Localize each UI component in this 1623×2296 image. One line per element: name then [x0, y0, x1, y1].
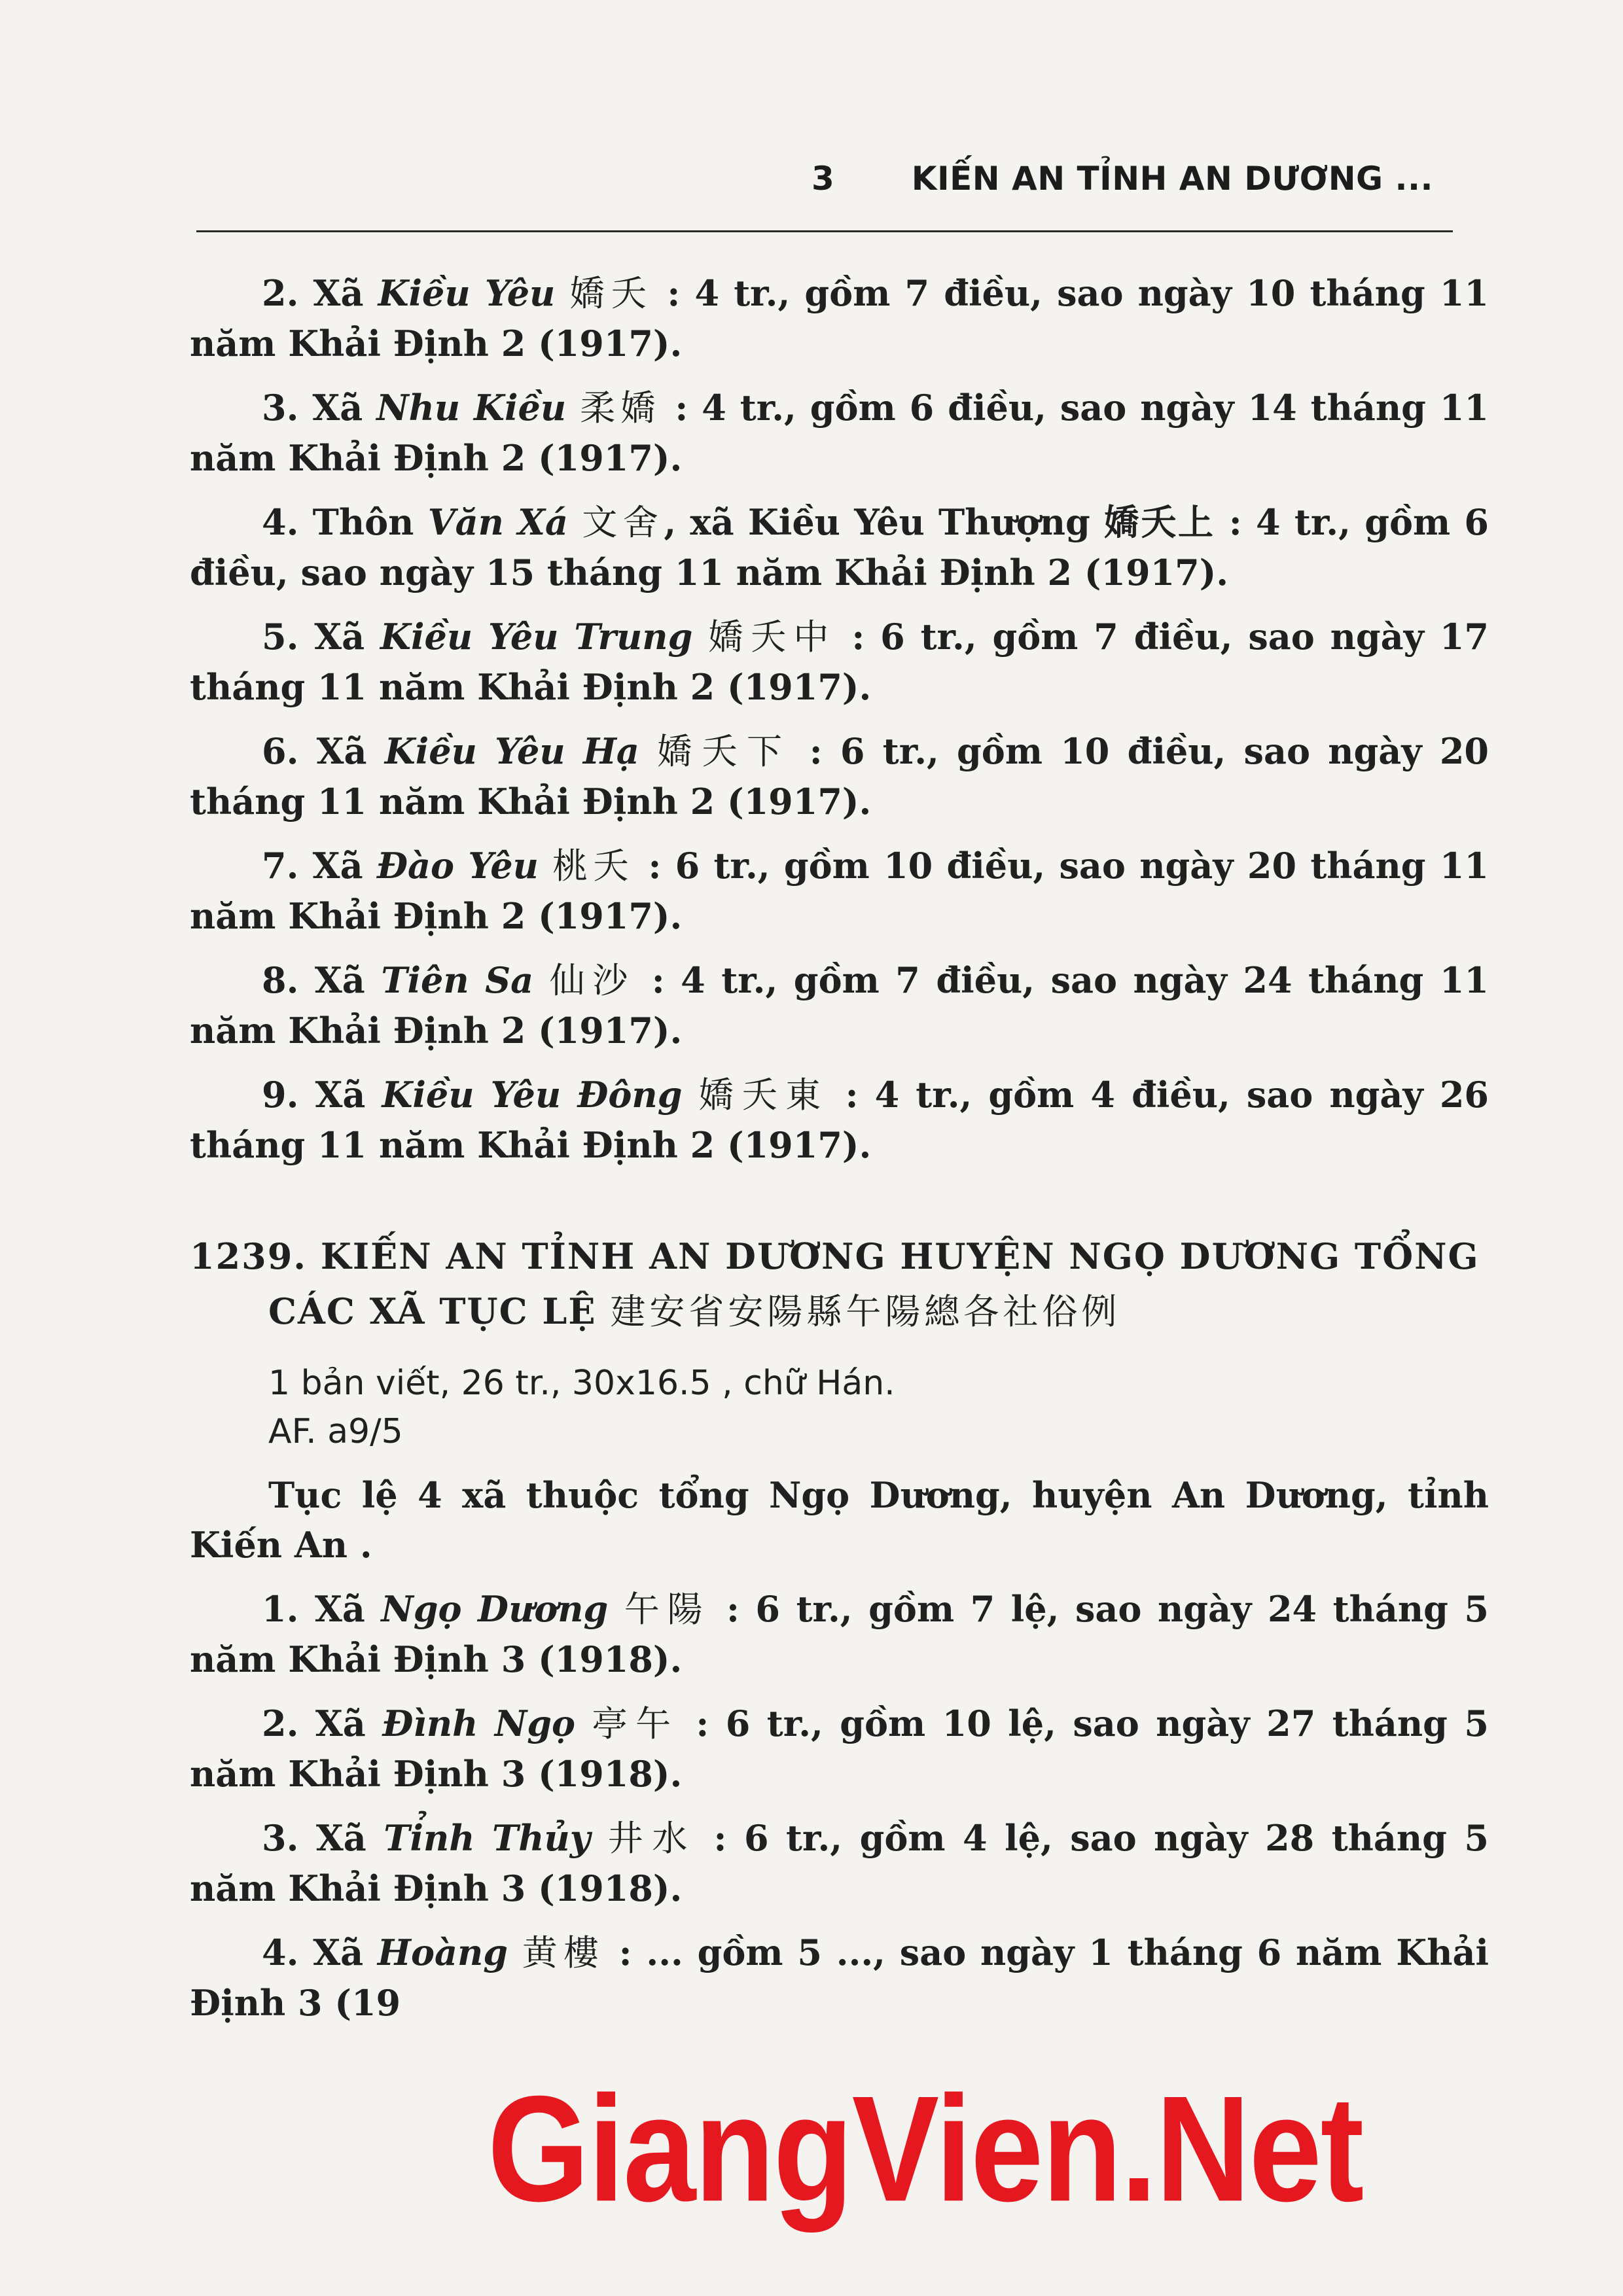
entry-physical-description: 1 bản viết, 26 tr., 30x16.5 , chữ Hán. [268, 1364, 895, 1403]
list-item: 5. Xã Kiều Yêu Trung 嬌夭中 : 6 tr., gồm 7 điều, sao ngày 17 tháng 11 năm Khải Định 2 (1917). [190, 616, 1489, 708]
running-head: KIẾN AN TỈNH AN DƯƠNG ... [911, 160, 1433, 198]
entry-title-han: 建安省安陽縣午陽總各社俗例 [610, 1291, 1121, 1332]
page-header [196, 150, 1453, 222]
list-item: 4. Xã Hoàng 黄樓 : ... gồm 5 ..., sao ngày 1 tháng 6 năm Khải Định 3 (19 [190, 1932, 1489, 2024]
list-item: 7. Xã Đào Yêu 桃夭 : 6 tr., gồm 10 điều, sao ngày 20 tháng 11 năm Khải Định 2 (1917). [190, 845, 1489, 937]
list-item: 9. Xã Kiều Yêu Đông 嬌夭東 : 4 tr., gồm 4 điều, sao ngày 26 tháng 11 năm Khải Định 2 (1917). [190, 1074, 1489, 1166]
entry-description: Tục lệ 4 xã thuộc tổng Ngọ Dương, huyện An Dương, tỉnh Kiến An . [190, 1474, 1489, 1566]
list-item: 3. Xã Tỉnh Thủy 井水 : 6 tr., gồm 4 lệ, sao ngày 28 tháng 5 năm Khải Định 3 (1918). [190, 1817, 1489, 1909]
list-item: 4. Thôn Văn Xá 文舍, xã Kiều Yêu Thượng 嬌夭上 : 4 tr., gồm 6 điều, sao ngày 15 tháng 11 năm Khải Định 2 (1917). [190, 501, 1489, 593]
list-item: 1. Xã Ngọ Dương 午陽 : 6 tr., gồm 7 lệ, sao ngày 24 tháng 5 năm Khải Định 3 (1918). [190, 1588, 1489, 1680]
page-body [190, 268, 1489, 2042]
header-rule [196, 230, 1453, 232]
watermark-logo: GiangVien.Net [488, 2065, 1363, 2233]
entry-title: KIẾN AN TỈNH AN DƯƠNG HUYỆN NGỌ DƯƠNG TỔNG CÁC XÃ TỤC LỆ [268, 1235, 1480, 1332]
page-number: 3 [812, 160, 834, 198]
entry-call-number: AF. a9/5 [268, 1412, 403, 1451]
list-item: 8. Xã Tiên Sa 仙沙 : 4 tr., gồm 7 điều, sao ngày 24 tháng 11 năm Khải Định 2 (1917). [190, 959, 1489, 1051]
entry-heading [190, 1229, 1489, 1339]
list-item: 2. Xã Kiều Yêu 嬌夭 : 4 tr., gồm 7 điều, sao ngày 10 tháng 11 năm Khải Định 2 (1917). [190, 272, 1489, 364]
entry-list-b [190, 1584, 1489, 2028]
entry-meta [190, 1359, 1489, 1456]
entry-list-a [190, 268, 1489, 1170]
entry-number: 1239. [190, 1235, 308, 1277]
list-item: 3. Xã Nhu Kiều 柔嬌 : 4 tr., gồm 6 điều, sao ngày 14 tháng 11 năm Khải Định 2 (1917). [190, 387, 1489, 479]
list-item: 6. Xã Kiều Yêu Hạ 嬌夭下 : 6 tr., gồm 10 điều, sao ngày 20 tháng 11 năm Khải Định 2 (1917). [190, 730, 1489, 822]
list-item: 2. Xã Đình Ngọ 亭午 : 6 tr., gồm 10 lệ, sao ngày 27 tháng 5 năm Khải Định 3 (1918). [190, 1703, 1489, 1795]
